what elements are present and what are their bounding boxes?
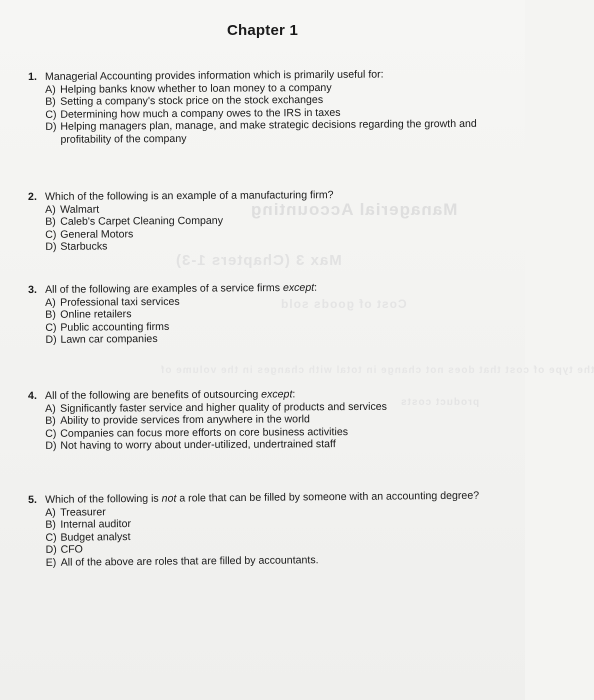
option-text: Internal auditor bbox=[60, 518, 132, 531]
question-number: 1. bbox=[28, 70, 37, 83]
question-number: 4. bbox=[28, 389, 37, 402]
option-text: Professional taxi services bbox=[60, 295, 180, 309]
question-text: All of the following are benefits of outsourcing except: bbox=[44, 388, 296, 402]
answer-option bbox=[45, 238, 508, 253]
option-letter: B) bbox=[45, 415, 56, 428]
option-letter: A) bbox=[45, 506, 56, 519]
bleed-through-text: Max 3 (Chapters 1-3) bbox=[175, 252, 342, 269]
question-3 bbox=[28, 280, 508, 347]
option-letter: E) bbox=[45, 556, 57, 569]
option-text: Not having to worry about under-utilized, undertrained staff bbox=[60, 438, 336, 453]
answer-option bbox=[45, 331, 508, 347]
answer-options bbox=[45, 293, 508, 347]
option-letter: C) bbox=[45, 531, 57, 544]
bleed-through-text: the type of cost that does not change in total with changes in the volume of bbox=[160, 365, 594, 376]
question-2 bbox=[28, 188, 508, 254]
answer-options bbox=[45, 80, 508, 146]
question-1 bbox=[28, 68, 509, 147]
option-text: All of the above are roles that are filled by accountants. bbox=[60, 554, 319, 569]
option-letter: D) bbox=[45, 334, 57, 347]
question-text: All of the following are examples of a service firms except: bbox=[44, 281, 318, 296]
question-text: Managerial Accounting provides information which is primarily useful for: bbox=[44, 68, 384, 83]
bleed-through-text: Managerial Accounting bbox=[250, 200, 458, 219]
option-letter: A) bbox=[45, 296, 56, 309]
option-text: Setting a company's stock price on the stock exchanges bbox=[60, 94, 324, 108]
page-title: Chapter 1 bbox=[227, 22, 298, 39]
option-letter: D) bbox=[45, 241, 57, 254]
option-letter: A) bbox=[45, 402, 56, 415]
bleed-through-text: product costs bbox=[400, 397, 480, 408]
option-text: Determining how much a company owes to the IRS in taxes bbox=[60, 106, 341, 121]
question-number: 5. bbox=[28, 493, 37, 506]
option-letter: D) bbox=[45, 440, 57, 453]
option-text: Online retailers bbox=[60, 308, 132, 321]
answer-option bbox=[45, 118, 508, 146]
bleed-through-text: Cost of goods sold bbox=[280, 297, 407, 311]
answer-option bbox=[45, 437, 508, 452]
option-text: Companies can focus more efforts on core business activities bbox=[60, 425, 349, 440]
option-letter: A) bbox=[45, 203, 56, 216]
option-letter: A) bbox=[45, 83, 56, 96]
answer-options bbox=[45, 502, 509, 569]
question-number: 2. bbox=[28, 190, 37, 203]
option-text: Starbucks bbox=[60, 240, 108, 254]
question-4 bbox=[28, 387, 508, 453]
option-text: Ability to provide services from anywhere in the world bbox=[60, 413, 310, 427]
question-5 bbox=[28, 489, 509, 569]
option-text: CFO bbox=[60, 543, 83, 557]
option-letter: B) bbox=[45, 518, 56, 532]
answer-options bbox=[45, 400, 508, 453]
option-letter: C) bbox=[45, 108, 57, 121]
option-text: Significantly faster service and higher quality of products and services bbox=[60, 400, 387, 415]
option-letter: C) bbox=[45, 427, 57, 440]
option-letter: C) bbox=[45, 228, 57, 241]
option-letter: D) bbox=[45, 544, 57, 557]
option-letter: B) bbox=[45, 216, 56, 229]
option-letter: B) bbox=[45, 308, 56, 322]
option-text: Helping banks know whether to loan money to a company bbox=[60, 81, 332, 96]
option-text: Walmart bbox=[60, 203, 100, 216]
option-letter: C) bbox=[45, 321, 57, 334]
question-text: Which of the following is not a role that can be filled by someone with an accounting degree? bbox=[44, 489, 480, 506]
answer-options bbox=[45, 201, 508, 254]
option-text: General Motors bbox=[60, 228, 134, 241]
option-text: Lawn car companies bbox=[60, 333, 158, 347]
option-letter: D) bbox=[45, 121, 57, 134]
option-text: Caleb's Carpet Cleaning Company bbox=[60, 214, 224, 228]
question-text: Which of the following is an example of a manufacturing firm? bbox=[44, 189, 334, 203]
option-text: Helping managers plan, manage, and make strategic decisions regarding the growth and profitability of the company bbox=[60, 118, 477, 146]
question-number: 3. bbox=[28, 283, 37, 296]
option-text: Public accounting firms bbox=[60, 320, 170, 334]
option-text: Treasurer bbox=[60, 505, 106, 519]
option-text: Budget analyst bbox=[60, 530, 131, 544]
option-letter: B) bbox=[45, 95, 56, 109]
